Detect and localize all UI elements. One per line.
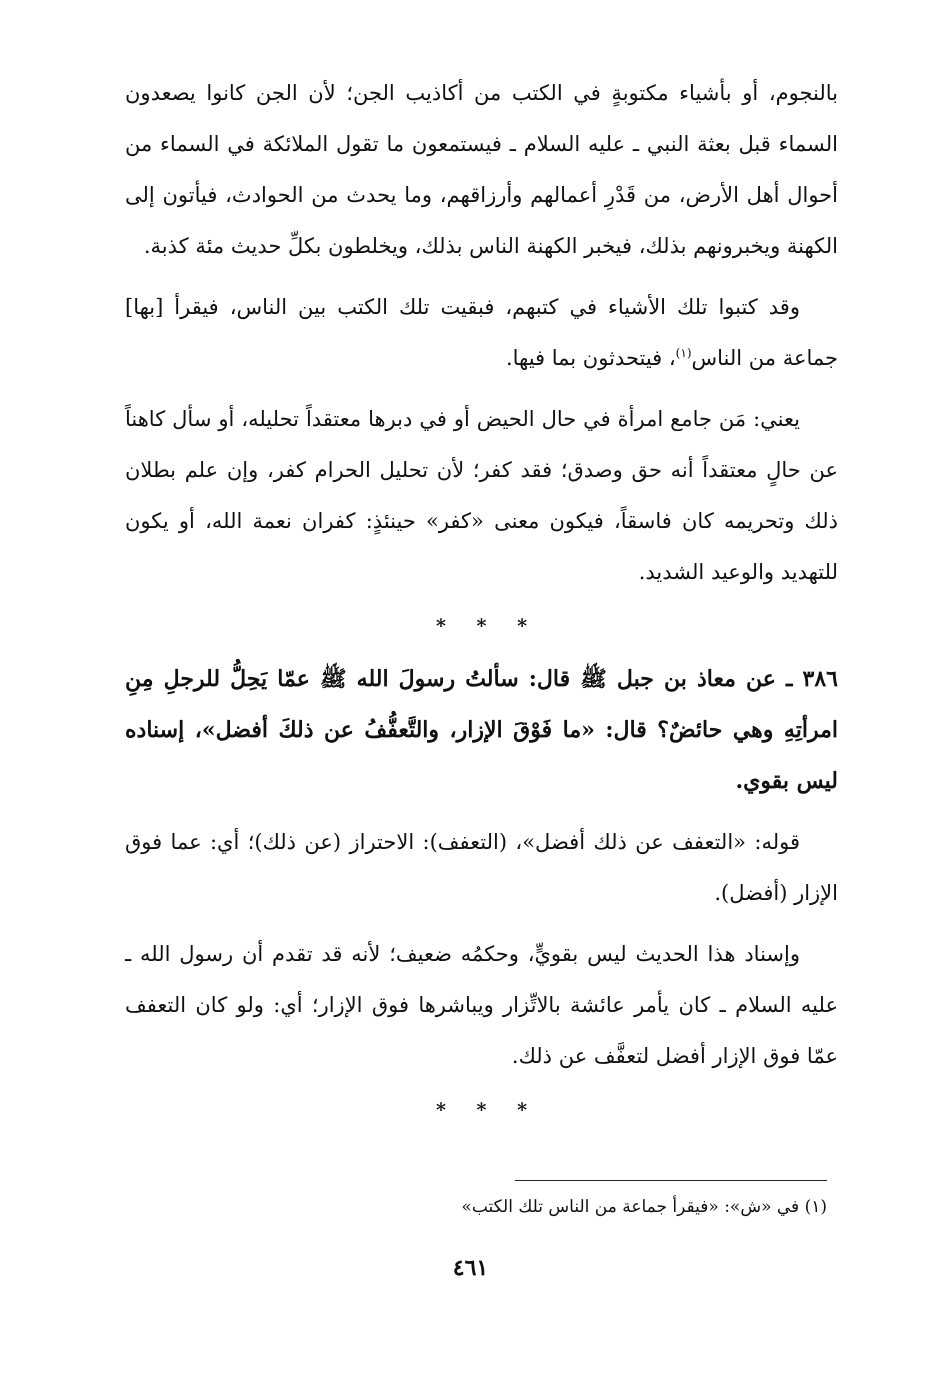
hadith-386: ٣٨٦ ـ عن معاذ بن جبل ﷺ قال: سألتُ رسولَ الله ﷺ عمّا يَحِلُّ للرجلِ مِنِ امرأتِهِ وهي حائضٌ؟ قال: «ما فَوْقَ الإزار، والتَّعفُّفُ عن ذلكَ أفضل»، إسناده ليس بقوي.	[125, 666, 838, 794]
section-separator: * * *	[435, 615, 540, 637]
paragraph-books-read-text: وقد كتبوا تلك الأشياء في كتبهم، فبقيت تلك الكتب بين الناس، فيقرأ [بها] جماعة من الناس	[125, 295, 838, 370]
paragraph-commentary-chastity: قوله: «التعفف عن ذلك أفضل»، (التعفف): الاحتراز (عن ذلك)؛ أي: عما فوق الإزار (أفضل).	[125, 830, 838, 905]
paragraph-chain-weak: وإسناد هذا الحديث ليس بقويٍّ، وحكمُه ضعيف؛ لأنه قد تقدم أن رسول الله ـ عليه السلام ـ كان يأمر عائشة بالاتِّزار ويباشرها فوق الإزار؛ أي: ولو كان التعفف عمّا فوق الإزار أفضل لتعفَّف عن ذلك.	[125, 942, 838, 1068]
footnote-reference[interactable]: (١)	[675, 346, 692, 360]
paragraph-jinn-news: بالنجوم، أو بأشياء مكتوبةٍ في الكتب من أكاذيب الجن؛ لأن الجن كانوا يصعدون السماء قبل بعثة النبي ـ عليه السلام ـ فيستمعون ما تقول الملائكة في السماء من أحوال أهل الأرض، من قَدْرِ أعمالهم وأرزاقهم، وما يحدث من الحوادث، فيأتون إلى الكهنة ويخبرونهم بذلك، فيخبر الكهنة الناس بذلك، ويخلطون بكلِّ حديث مئة كذبة.	[125, 81, 838, 258]
footnote-divider	[515, 1180, 827, 1181]
section-separator-end: * * *	[435, 1099, 540, 1121]
page-number: ٤٦١	[452, 1255, 489, 1281]
footnote-1: (١) في «ش»: «فيقرأ جماعة من الناس تلك الكتب»	[461, 1197, 827, 1217]
paragraph-books-read-tail: ، فيتحدثون بما فيها.	[505, 346, 676, 370]
paragraph-menstruation-ruling: يعني: مَن جامع امرأة في حال الحيض أو في دبرها معتقداً تحليله، أو سأل كاهناً عن حالٍ معتقداً أنه حق وصدق؛ فقد كفر؛ لأن تحليل الحرام كفر، وإن علم بطلان ذلك وتحريمه كان فاسقاً، فيكون معنى «كفر» حينئذٍ: كفران نعمة الله، أو يكون للتهديد والوعيد الشديد.	[125, 407, 838, 584]
paragraph-books-read	[125, 282, 838, 384]
